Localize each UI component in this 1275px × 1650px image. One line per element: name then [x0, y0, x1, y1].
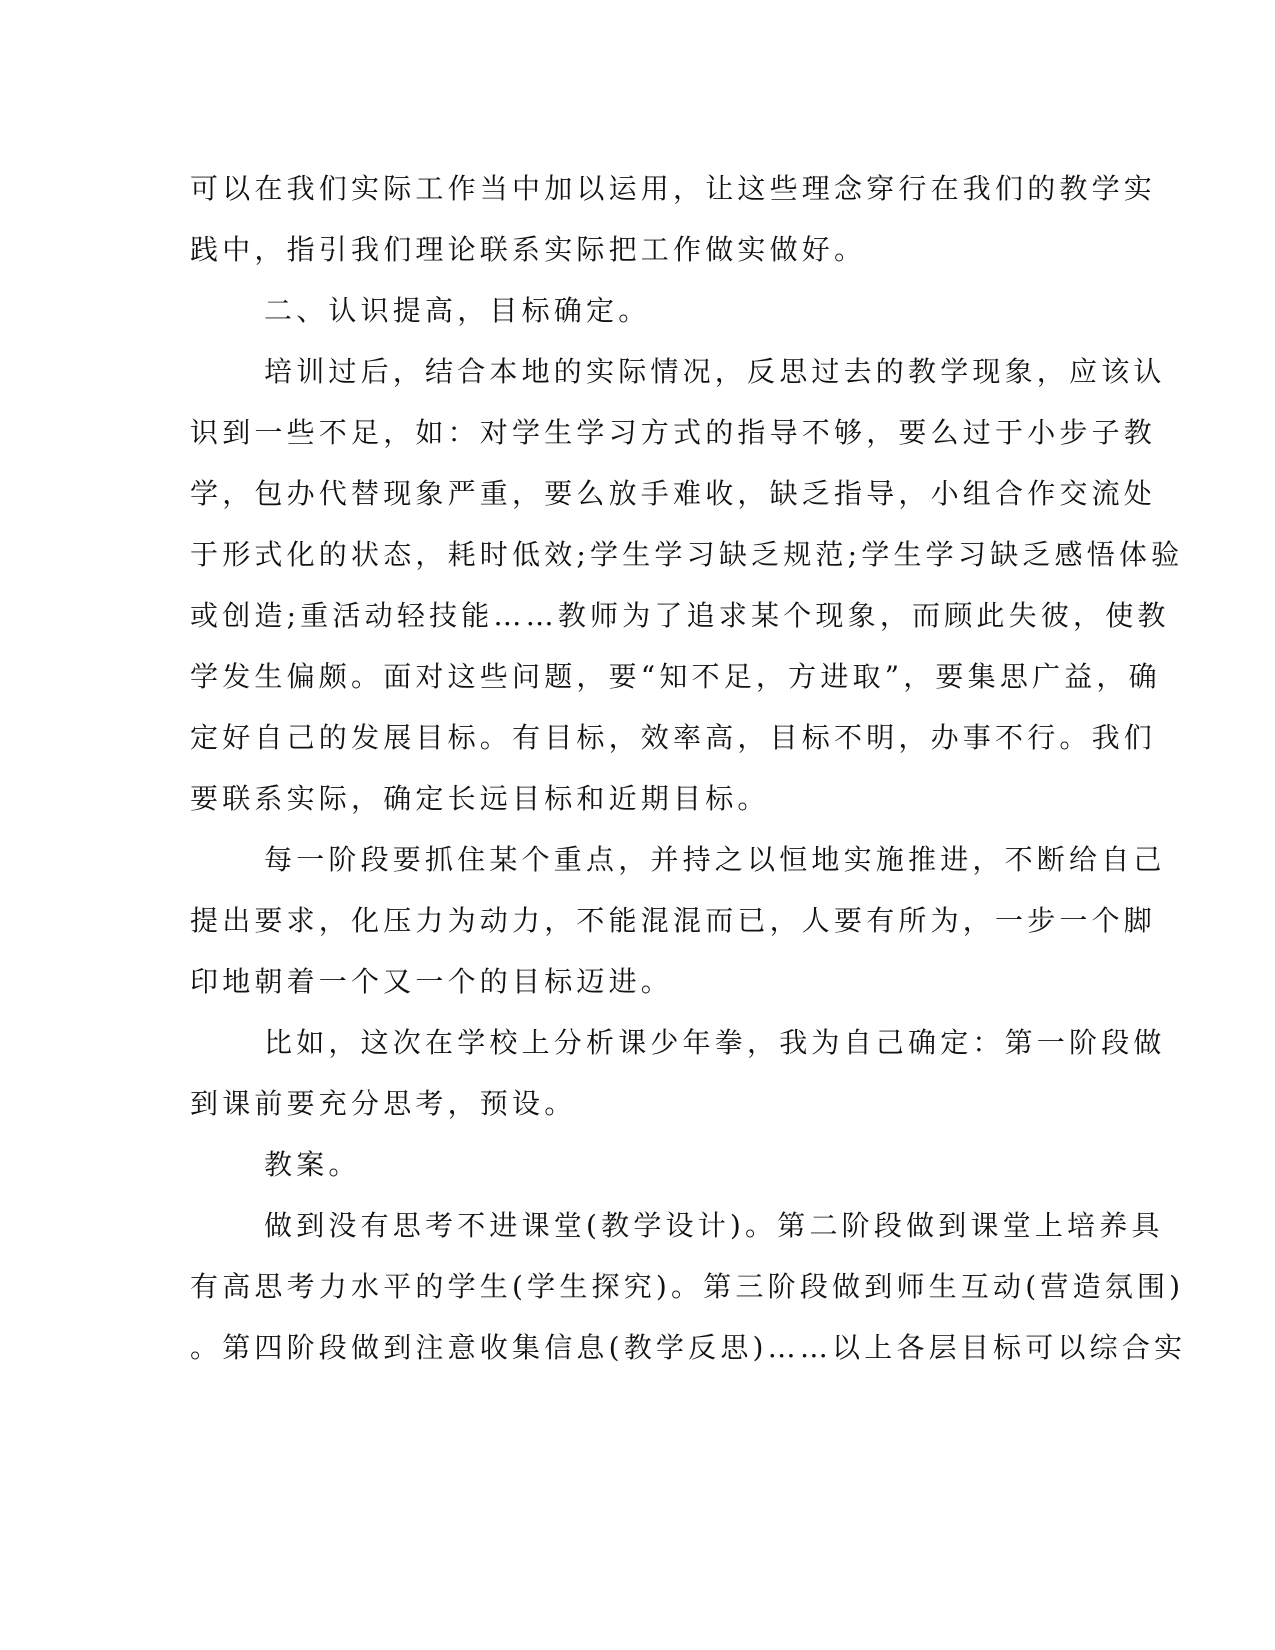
text-line-19: 有高思考力水平的学生(学生探究)。第三阶段做到师生互动(营造氛围): [190, 1270, 1185, 1303]
text-line-13: 提出要求，化压力为动力，不能混混而已，人要有所为，一步一个脚: [190, 904, 1157, 937]
section-heading: 二、认识提高，目标确定。: [264, 294, 651, 327]
text-line-17: 教案。: [264, 1148, 361, 1181]
text-line-20: 。第四阶段做到注意收集信息(教学反思)……以上各层目标可以综合实: [190, 1331, 1187, 1364]
text-line-1: 可以在我们实际工作当中加以运用，让这些理念穿行在我们的教学实: [190, 172, 1157, 205]
text-line-6: 学，包办代替现象严重，要么放手难收，缺乏指导，小组合作交流处: [190, 477, 1157, 510]
text-line-10: 定好自己的发展目标。有目标，效率高，目标不明，办事不行。我们: [190, 721, 1157, 754]
text-line-8: 或创造;重活动轻技能……教师为了追求某个现象，而顾此失彼，使教: [190, 599, 1170, 632]
text-line-15: 比如，这次在学校上分析课少年拳，我为自己确定：第一阶段做: [264, 1026, 1166, 1059]
text-line-5: 识到一些不足，如：对学生学习方式的指导不够，要么过于小步子教: [190, 416, 1157, 449]
text-line-16: 到课前要充分思考，预设。: [190, 1087, 577, 1120]
text-line-14: 印地朝着一个又一个的目标迈进。: [190, 965, 674, 998]
text-line-18: 做到没有思考不进课堂(教学设计)。第二阶段做到课堂上培养具: [264, 1209, 1164, 1242]
text-line-7: 于形式化的状态，耗时低效;学生学习缺乏规范;学生学习缺乏感悟体验: [190, 538, 1184, 571]
text-line-2: 践中，指引我们理论联系实际把工作做实做好。: [190, 233, 867, 266]
text-line-9: 学发生偏颇。面对这些问题，要“知不足，方进取”，要集思广益，确: [190, 660, 1161, 693]
text-line-11: 要联系实际，确定长远目标和近期目标。: [190, 782, 770, 815]
text-line-4: 培训过后，结合本地的实际情况，反思过去的教学现象，应该认: [264, 355, 1166, 388]
text-line-12: 每一阶段要抓住某个重点，并持之以恒地实施推进，不断给自己: [264, 843, 1166, 876]
document-body: [190, 158, 1187, 1378]
